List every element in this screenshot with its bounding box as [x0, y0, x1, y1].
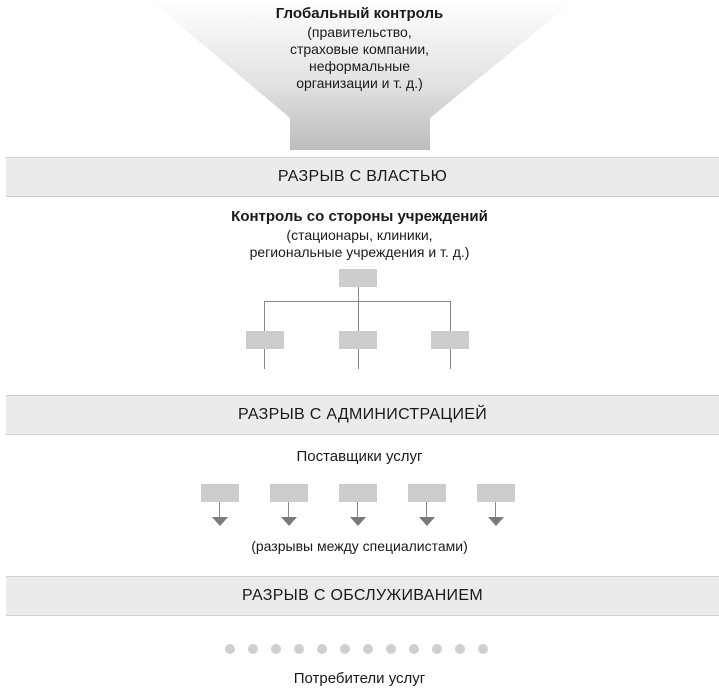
provider-box [270, 484, 308, 502]
consumer-dot [432, 644, 442, 654]
consumer-dot [363, 644, 373, 654]
institutions-line-1: (стационары, клиники, [286, 227, 433, 243]
org-chart-connector [264, 301, 265, 331]
provider-arrow-stem [426, 502, 427, 517]
provider-box [339, 484, 377, 502]
consumer-dot [271, 644, 281, 654]
provider-box [408, 484, 446, 502]
provider-arrow-head [488, 517, 504, 526]
provider-box [201, 484, 239, 502]
institutions-title: Контроль со стороны учреждений [231, 208, 488, 225]
band-gap-with-power: РАЗРЫВ С ВЛАСТЬЮ [6, 157, 719, 197]
consumer-dot [455, 644, 465, 654]
consumer-dot [340, 644, 350, 654]
provider-arrow-stem [288, 502, 289, 517]
org-chart-connector [358, 349, 359, 369]
band-gap-with-service: РАЗРЫВ С ОБСЛУЖИВАНИЕМ [6, 576, 719, 616]
provider-arrow-head [212, 517, 228, 526]
provider-arrow-stem [357, 502, 358, 517]
org-chart-connector [264, 349, 265, 369]
consumer-dot [386, 644, 396, 654]
org-chart-connector [450, 301, 451, 331]
providers-note: (разрывы между специалистами) [251, 538, 468, 554]
consumer-dot [317, 644, 327, 654]
org-chart-child-box [431, 331, 469, 349]
provider-arrow-head [281, 517, 297, 526]
provider-arrow-head [419, 517, 435, 526]
org-chart-child-box [246, 331, 284, 349]
consumer-dot [409, 644, 419, 654]
global-control-line-2: страховые компании, [289, 41, 430, 57]
global-control-line-4: организации и т. д.) [296, 75, 423, 91]
provider-arrow-stem [219, 502, 220, 517]
institutions-line-2: региональные учреждения и т. д.) [249, 244, 470, 260]
providers-title: Поставщики услуг [296, 448, 423, 465]
consumer-dot [478, 644, 488, 654]
org-chart-connector [358, 301, 359, 331]
band-gap-with-administration: РАЗРЫВ С АДМИНИСТРАЦИЕЙ [6, 395, 719, 435]
consumer-dot [294, 644, 304, 654]
provider-box [477, 484, 515, 502]
global-control-line-3: неформальные [308, 58, 411, 74]
org-chart-top-box [339, 269, 377, 287]
org-chart-child-box [339, 331, 377, 349]
global-control-line-1: (правительство, [307, 24, 412, 40]
org-chart-connector [450, 349, 451, 369]
provider-arrow-stem [495, 502, 496, 517]
global-control-title: Глобальный контроль [275, 5, 444, 22]
org-chart-connector [358, 287, 359, 301]
provider-arrow-head [350, 517, 366, 526]
consumers-title: Потребители услуг [293, 670, 426, 687]
consumer-dot [248, 644, 258, 654]
consumer-dot [225, 644, 235, 654]
